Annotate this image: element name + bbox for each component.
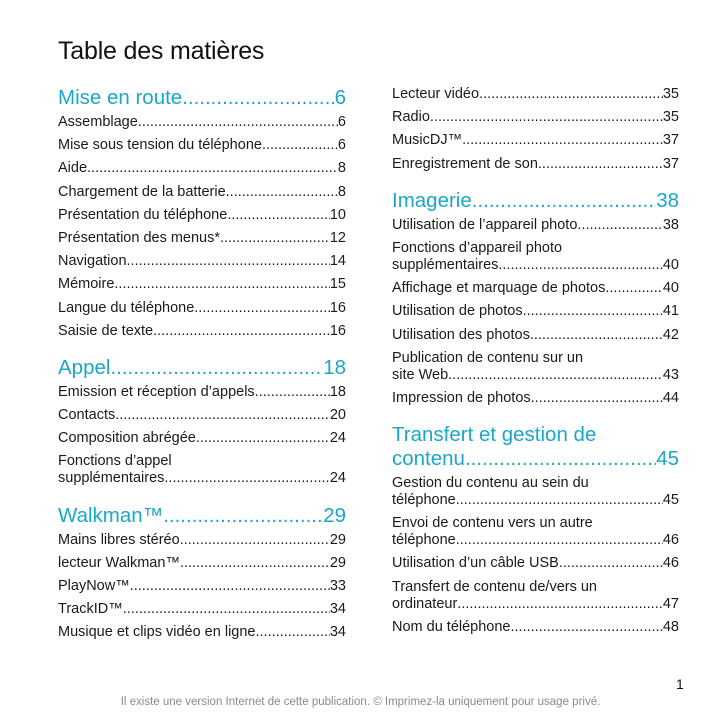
leader-dots	[220, 230, 330, 247]
entry-page: 8	[337, 183, 346, 200]
entry-title: Enregistrement de son	[392, 155, 538, 172]
entry-title: Assemblage	[58, 114, 138, 130]
toc-section-heading[interactable]	[58, 356, 346, 380]
leader-dots	[457, 596, 663, 613]
entry-page: 38	[662, 216, 679, 233]
entry-row	[392, 327, 679, 344]
entry-title-line1: Fonctions d’appareil photo	[392, 239, 563, 256]
entry-title: Langue du téléphone	[58, 299, 195, 316]
entry-page: 6	[337, 114, 346, 130]
toc-entry[interactable]	[58, 253, 346, 270]
entry-title: site Web	[392, 366, 449, 383]
entry-page: 35	[662, 86, 679, 102]
entry-page: 16	[329, 322, 346, 339]
leader-dots	[577, 217, 662, 234]
leader-dots	[530, 327, 663, 344]
entry-row	[58, 114, 346, 131]
entry-row	[392, 280, 679, 297]
entry-row	[392, 86, 679, 103]
leader-dots	[559, 555, 663, 572]
toc-entry[interactable]	[58, 532, 346, 549]
entry-page: 35	[662, 109, 679, 126]
entry-row	[58, 555, 346, 572]
entry-page: 44	[662, 389, 679, 406]
toc-entry[interactable]	[392, 86, 679, 103]
section-title-row	[392, 447, 679, 471]
toc-entry[interactable]	[58, 276, 346, 293]
section-title-row	[58, 504, 346, 528]
entry-title: Nom du téléphone	[392, 618, 511, 635]
toc-entry[interactable]	[392, 555, 679, 572]
entry-title: Utilisation de photos	[392, 303, 523, 320]
entry-page: 16	[329, 299, 346, 316]
entry-page: 37	[662, 155, 679, 172]
entry-row	[392, 492, 679, 509]
entry-title: téléphone	[392, 492, 456, 509]
entry-page: 29	[329, 531, 346, 548]
toc-entry[interactable]	[392, 156, 679, 173]
entry-title: Mains libres stéréo	[58, 531, 180, 548]
entry-title: Navigation	[58, 253, 127, 270]
entry-page: 34	[329, 624, 346, 641]
leader-dots	[465, 447, 656, 471]
entry-title: PlayNow™	[58, 578, 130, 594]
entry-title-line1: Fonctions d’appel	[58, 453, 172, 470]
section-title-row	[392, 189, 679, 213]
toc-left-column	[58, 86, 346, 648]
leader-dots	[163, 504, 323, 528]
entry-title: Chargement de la batterie	[58, 183, 226, 200]
entry-title: supplémentaires	[58, 470, 165, 487]
entry-title: Utilisation des photos	[392, 326, 530, 343]
leader-dots	[180, 555, 330, 572]
entry-title: Présentation des menus*	[58, 229, 221, 246]
toc-entry[interactable]	[58, 207, 346, 224]
section-gap	[392, 413, 679, 423]
entry-page: 14	[329, 253, 346, 270]
entry-page: 37	[662, 132, 679, 149]
entry-title: Saisie de texte	[58, 322, 154, 339]
entry-row	[58, 323, 346, 340]
entry-title: TrackID™	[58, 601, 123, 618]
leader-dots	[255, 384, 330, 401]
leader-dots	[538, 156, 663, 173]
entry-page: 29	[329, 554, 346, 571]
page-number: 1	[676, 676, 684, 692]
leader-dots	[255, 624, 329, 641]
section-title: contenu	[392, 447, 465, 471]
section-page: 45	[656, 447, 679, 471]
toc-entry[interactable]	[392, 619, 679, 636]
entry-row	[392, 132, 679, 149]
leader-dots	[511, 619, 663, 636]
section-gap	[58, 494, 346, 504]
toc-entry[interactable]	[58, 300, 346, 317]
entry-page: 12	[329, 229, 346, 246]
toc-section-heading[interactable]	[392, 423, 679, 471]
section-page: 6	[334, 86, 346, 109]
entry-page: 6	[337, 137, 346, 154]
entry-page: 47	[662, 595, 679, 612]
entry-row	[58, 578, 346, 595]
entry-title-line1: Gestion du contenu au sein du	[392, 475, 589, 492]
toc-entry[interactable]	[58, 555, 346, 572]
entry-row	[392, 619, 679, 636]
toc-section-heading[interactable]	[58, 504, 346, 528]
section-title: Walkman™	[58, 503, 164, 527]
toc-entry[interactable]	[392, 303, 679, 320]
toc-entry[interactable]	[58, 184, 346, 201]
leader-dots	[498, 257, 662, 274]
toc-right-column	[392, 86, 679, 642]
toc-entry[interactable]	[58, 430, 346, 447]
leader-dots	[605, 280, 663, 297]
entry-title: Lecteur vidéo	[392, 86, 480, 102]
leader-dots	[180, 532, 330, 549]
leader-dots	[130, 578, 330, 595]
section-gap	[392, 179, 679, 189]
section-title-row	[58, 356, 346, 380]
entry-title-line1: Envoi de contenu vers un autre	[392, 515, 593, 532]
entry-row	[392, 217, 679, 234]
leader-dots	[456, 532, 663, 549]
entry-row	[58, 470, 346, 487]
section-page: 18	[323, 355, 346, 379]
leader-dots	[123, 601, 330, 618]
leader-dots	[531, 390, 663, 407]
leader-dots	[164, 470, 329, 487]
entry-row	[392, 109, 679, 126]
entry-page: 15	[329, 276, 346, 293]
toc-entry[interactable]	[58, 453, 346, 487]
leader-dots	[127, 253, 330, 270]
entry-title: Composition abrégée	[58, 430, 196, 447]
leader-dots	[227, 207, 330, 224]
entry-title: Aide	[58, 160, 88, 177]
entry-page: 24	[329, 430, 346, 447]
entry-row	[58, 601, 346, 618]
entry-page: 45	[662, 492, 679, 509]
entry-row	[392, 257, 679, 274]
toc-entry[interactable]	[392, 327, 679, 344]
leader-dots	[194, 300, 330, 317]
entry-page: 43	[662, 366, 679, 383]
toc-entry[interactable]	[392, 475, 679, 509]
entry-title: lecteur Walkman™	[58, 554, 180, 571]
leader-dots	[114, 276, 329, 293]
entry-title: Affichage et marquage de photos	[392, 280, 606, 297]
entry-page: 41	[662, 303, 679, 320]
entry-row	[392, 555, 679, 572]
entry-row	[392, 303, 679, 320]
entry-title: Impression de photos	[392, 389, 531, 406]
toc-entry[interactable]	[392, 280, 679, 297]
toc-entry[interactable]	[58, 323, 346, 340]
leader-dots	[523, 303, 663, 320]
entry-title: Mémoire	[58, 276, 115, 293]
entry-row	[58, 384, 346, 401]
leader-dots	[87, 160, 338, 177]
entry-row	[58, 430, 346, 447]
entry-row	[392, 367, 679, 384]
entry-page: 18	[329, 383, 346, 400]
leader-dots	[115, 407, 330, 424]
section-title: Imagerie	[392, 188, 472, 212]
toc-entry[interactable]	[58, 624, 346, 641]
section-title-row	[58, 86, 346, 110]
section-page: 29	[323, 503, 346, 527]
leader-dots	[196, 430, 330, 447]
entry-title: Utilisation de l’appareil photo	[392, 216, 578, 233]
toc-entry[interactable]	[392, 390, 679, 407]
entry-row	[58, 184, 346, 201]
toc-entry[interactable]	[58, 230, 346, 247]
entry-title: supplémentaires	[392, 256, 499, 273]
entry-page: 8	[337, 160, 346, 177]
leader-dots	[472, 189, 656, 213]
toc-entry[interactable]	[392, 132, 679, 149]
leader-dots	[262, 137, 338, 154]
entry-row	[58, 300, 346, 317]
entry-row	[58, 253, 346, 270]
toc-entry[interactable]	[392, 109, 679, 126]
toc-section-heading[interactable]	[58, 86, 346, 110]
entry-page: 33	[329, 578, 346, 594]
entry-title: téléphone	[392, 532, 456, 549]
toc-entry[interactable]	[392, 217, 679, 234]
section-gap	[58, 346, 346, 356]
page-title: Table des matières	[58, 37, 265, 65]
entry-row	[58, 624, 346, 641]
section-title: Appel	[58, 355, 111, 379]
leader-dots	[430, 109, 663, 126]
entry-title-line1: Publication de contenu sur un	[392, 349, 584, 366]
entry-row	[392, 596, 679, 613]
toc-entry[interactable]	[58, 578, 346, 595]
toc-entry[interactable]	[392, 350, 679, 384]
entry-row	[58, 276, 346, 293]
toc-entry[interactable]	[58, 137, 346, 154]
entry-row	[58, 207, 346, 224]
toc-section-heading[interactable]	[392, 189, 679, 213]
leader-dots	[479, 86, 663, 103]
entry-title: Contacts	[58, 407, 116, 424]
leader-dots	[226, 184, 338, 201]
entry-title: Utilisation d’un câble USB	[392, 555, 559, 572]
entry-row	[58, 137, 346, 154]
leader-dots	[462, 132, 663, 149]
entry-title-line1: Transfert de contenu de/vers un	[392, 578, 597, 595]
entry-page: 34	[329, 601, 346, 618]
entry-page: 48	[662, 618, 679, 635]
entry-row	[58, 407, 346, 424]
entry-page: 10	[329, 206, 346, 223]
entry-title: MusicDJ™	[392, 132, 463, 149]
entry-title: Emission et réception d’appels	[58, 383, 255, 400]
entry-title: Présentation du téléphone	[58, 206, 228, 223]
leader-dots	[153, 323, 330, 340]
entry-title: ordinateur	[392, 595, 458, 612]
toc-entry[interactable]	[392, 515, 679, 549]
entry-page: 40	[662, 280, 679, 297]
entry-page: 42	[662, 326, 679, 343]
leader-dots	[138, 114, 338, 131]
toc-entry[interactable]	[58, 114, 346, 131]
toc-entry[interactable]	[58, 384, 346, 401]
toc-entry[interactable]	[58, 160, 346, 177]
entry-row	[392, 532, 679, 549]
leader-dots	[110, 356, 323, 380]
section-title-line1: Transfert et gestion de	[392, 423, 597, 447]
leader-dots	[448, 367, 663, 384]
footer-note: Il existe une version Internet de cette publication. © Imprimez-la uniquement pour usage privé.	[120, 696, 601, 708]
toc-entry[interactable]	[392, 579, 679, 613]
entry-page: 20	[329, 407, 346, 424]
entry-row	[58, 230, 346, 247]
entry-page: 46	[662, 555, 679, 572]
entry-row	[392, 156, 679, 173]
entry-row	[392, 390, 679, 407]
entry-title: Mise sous tension du téléphone	[58, 137, 262, 154]
section-page: 38	[656, 188, 679, 212]
toc-entry[interactable]	[58, 407, 346, 424]
entry-title: Musique et clips vidéo en ligne	[58, 624, 256, 641]
toc-entry[interactable]	[392, 240, 679, 274]
leader-dots	[456, 492, 663, 509]
leader-dots	[182, 86, 334, 110]
entry-page: 40	[662, 256, 679, 273]
entry-row	[58, 532, 346, 549]
entry-title: Radio	[392, 109, 430, 126]
entry-row	[58, 160, 346, 177]
section-title: Mise en route	[58, 86, 183, 109]
toc-entry[interactable]	[58, 601, 346, 618]
entry-page: 46	[662, 532, 679, 549]
entry-page: 24	[329, 470, 346, 487]
